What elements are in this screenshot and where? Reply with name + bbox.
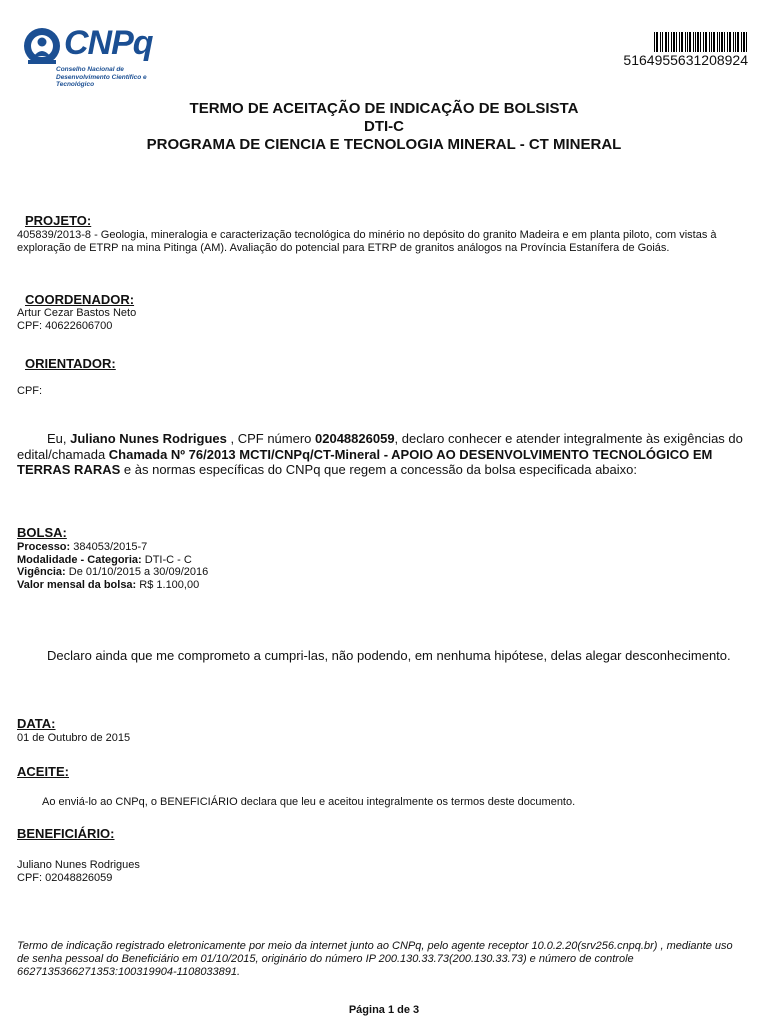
- title-line-1: TERMO DE ACEITAÇÃO DE INDICAÇÃO DE BOLSISTA: [189, 100, 579, 117]
- bolsa-heading: BOLSA:: [17, 525, 67, 540]
- bolsa-processo: [17, 541, 208, 554]
- beneficiario-info: [17, 859, 140, 884]
- title-line-3: PROGRAMA DE CIENCIA E TECNOLOGIA MINERAL - CT MINERAL: [146, 136, 622, 153]
- page-number: Página 1 de 3: [348, 1004, 420, 1016]
- decl-text-2: , CPF número: [226, 431, 316, 446]
- orientador-cpf: CPF:: [17, 385, 43, 397]
- valor-value: R$ 1.100,00: [136, 578, 200, 591]
- bolsa-valor: [17, 579, 208, 592]
- aceite-heading: ACEITE:: [17, 764, 69, 779]
- bolsa-details: [17, 541, 208, 591]
- projeto-text: 405839/2013-8 - Geologia, mineralogia e caracterização tecnológica do minério no depósito do granito Madeira e em planta piloto, com vistas à exploração de ETRP na mina Pitinga (AM). Avaliação do potencial para ETRP de granitos análogos na Província Estanífera de Goiás.: [17, 229, 717, 254]
- decl-text-3: , declaro conhecer e atender integralmente às exigências do edital/chamada: [17, 431, 743, 462]
- valor-label: Valor mensal da bolsa:: [17, 578, 137, 591]
- footer-note: Termo de indicação registrado eletronicamente por meio da internet junto ao CNPq, pelo agente receptor 10.0.2.20(srv256.cnpq.br) , mediante uso de senha pessoal do Beneficiário em 01/10/2015, originário do número IP 200.130.33.73(200.130.33.73) e número de controle 6627135366271353:100319904-1108033891.: [17, 940, 733, 978]
- logo-subtitle: Conselho Nacional de Desenvolvimento Científico e Tecnológico: [56, 66, 147, 88]
- declaracao2-paragraph: [17, 648, 737, 664]
- coordenador-name: Artur Cezar Bastos Neto: [17, 307, 137, 319]
- beneficiario-heading: BENEFICIÁRIO:: [17, 826, 115, 841]
- vigencia-label: Vigência:: [17, 566, 66, 578]
- decl-chamada: Chamada Nº 76/2013 MCTI/CNPq/CT-Mineral - APOIO AO DESENVOLVIMENTO TECNOLÓGICO EM TERRAS RARAS: [17, 446, 713, 477]
- decl-text-1: Eu,: [47, 431, 71, 446]
- aceite-text: Ao enviá-lo ao CNPq, o BENEFICIÁRIO declara que leu e aceitou integralmente os termos deste documento.: [42, 796, 576, 808]
- beneficiario-name: Juliano Nunes Rodrigues: [17, 859, 140, 871]
- declaracao2-text: Declaro ainda que me comprometo a cumpri-las, não podendo, em nenhuma hipótese, delas alegar desconhecimento.: [47, 648, 731, 663]
- decl-cpf: 02048826059: [315, 431, 395, 446]
- decl-name: Juliano Nunes Rodrigues: [70, 431, 227, 446]
- data-heading: DATA:: [17, 716, 56, 731]
- bolsa-vigencia: [17, 566, 208, 579]
- bolsa-modalidade: [17, 554, 208, 567]
- modalidade-value: DTI-C - C: [141, 553, 192, 566]
- beneficiario-cpf: CPF: 02048826059: [17, 871, 113, 884]
- document-title: [0, 100, 768, 154]
- vigencia-value: De 01/10/2015 a 30/09/2016: [65, 566, 209, 578]
- coordenador-cpf: CPF: 40622606700: [17, 319, 113, 332]
- barcode-icon: [654, 32, 748, 52]
- barcode-number: 5164955631208924: [623, 52, 748, 68]
- title-line-2: DTI-C: [364, 118, 404, 135]
- processo-label: Processo:: [17, 541, 71, 553]
- declaracao-paragraph: [17, 431, 752, 478]
- processo-value: 384053/2015-7: [70, 541, 148, 553]
- orientador-heading: ORIENTADOR:: [25, 356, 116, 371]
- modalidade-label: Modalidade - Categoria:: [17, 553, 142, 566]
- coordenador-info: [17, 307, 136, 332]
- coordenador-heading: COORDENADOR:: [25, 292, 135, 307]
- data-value: 01 de Outubro de 2015: [17, 732, 131, 744]
- logo-text: CNPq: [64, 24, 153, 62]
- decl-text-4: e às normas específicas do CNPq que regem a concessão da bolsa especificada abaixo:: [120, 462, 637, 477]
- projeto-heading: PROJETO:: [25, 213, 92, 228]
